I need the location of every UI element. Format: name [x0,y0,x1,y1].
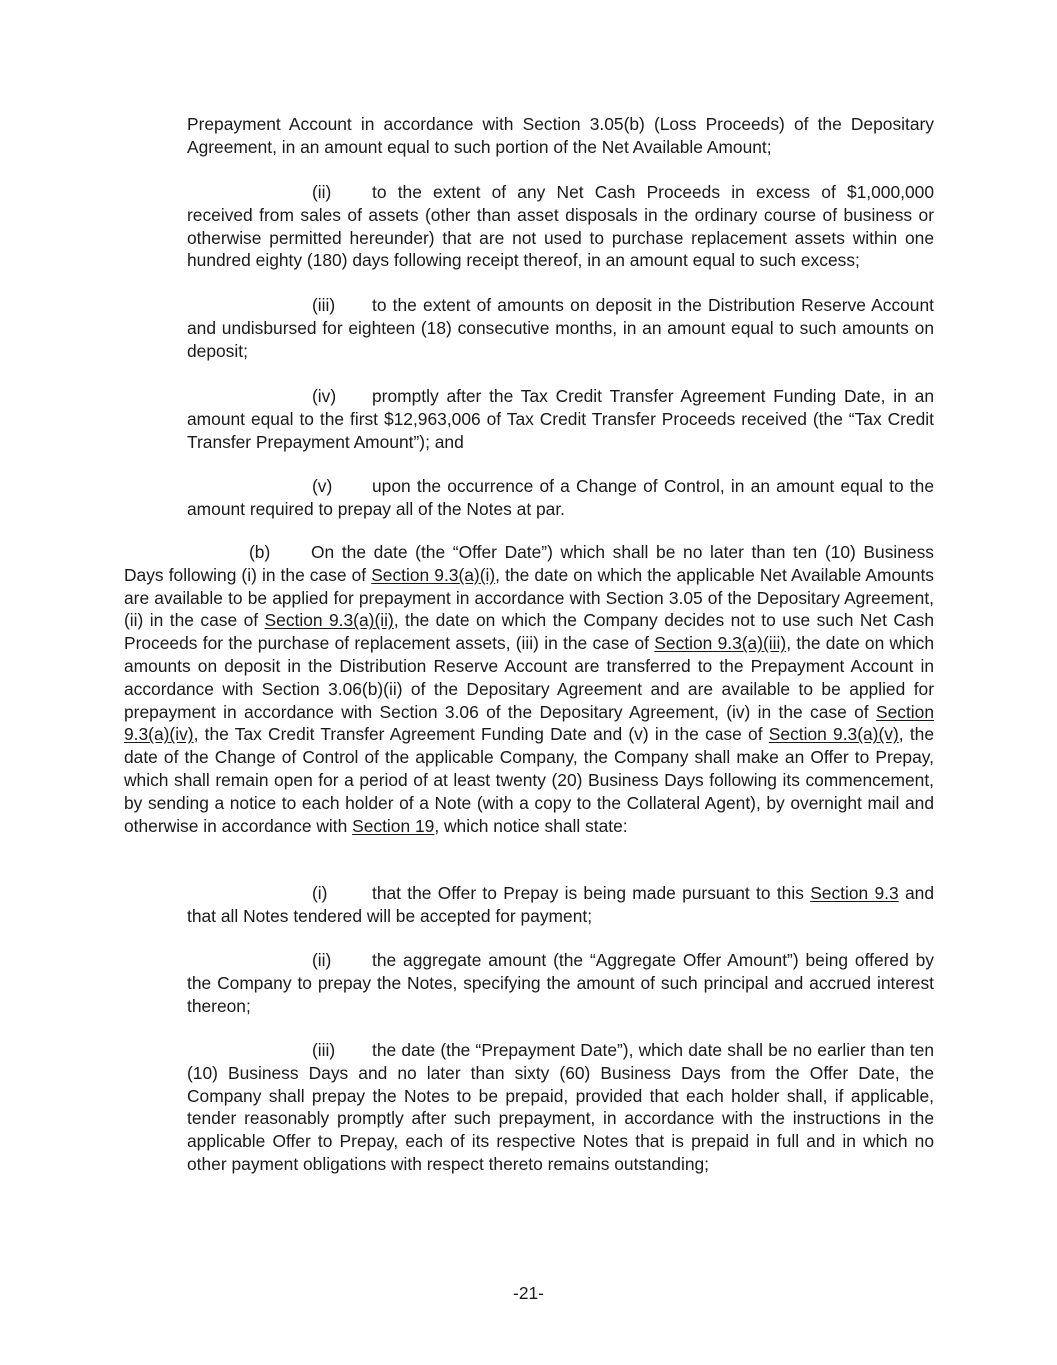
clause-b-i [187,882,934,928]
clause-b-iii [187,1039,934,1176]
clause-label: (ii) [312,950,332,970]
clause-a-iii [187,294,934,362]
section-reference: Section 9.3(a)(iv) [124,701,934,745]
text-segment: , the date on which the Company decides not to use such Net Cash Proceeds for the purchase of replacement assets, (iii) in the case of [124,610,934,654]
clause-text: to the extent of any Net Cash Proceeds in excess of $1,000,000 received from sales of assets (other than asset disposals in the ordinary course of business or otherwise permitted hereunder) that are not used to purchase replacement assets within one hundred eighty (180) days following receipt thereof, in an amount equal to such excess; [187,182,934,271]
section-reference: Section 9.3(a)(ii) [264,610,394,631]
section-label: (b) [249,542,271,562]
clause-label: (iii) [312,295,336,315]
clause-text: the date (the “Prepayment Date”), which date shall be no earlier than ten (10) Business Days and no later than sixty (60) Business Days from the Offer Date, the Company shall prepay the Notes to be prepaid, provided that each holder shall, if applicable, tender reasonably promptly after such prepayment, in accordance with the instructions in the applicable Offer to Prepay, each of its respective Notes that is prepaid in full and in which no other payment obligations with respect thereto remains outstanding; [187,1040,934,1174]
section-reference: Section 9.3(a)(v) [768,724,899,745]
clause-label: (i) [312,883,328,903]
clause-label: (iii) [312,1040,336,1060]
section-reference: Section 19 [352,815,435,836]
clause-b-ii [187,949,934,1017]
clause-text: that the Offer to Prepay is being made pursuant to this [372,883,811,903]
text-segment: , the Tax Credit Transfer Agreement Funding Date and (v) in the case of [193,724,769,745]
clause-text: to the extent of amounts on deposit in the Distribution Reserve Account and undisbursed for eighteen (18) consecutive months, in an amount equal to such amounts on deposit; [187,295,934,361]
section-reference: Section 9.3 [810,883,899,903]
paragraph-text: Prepayment Account in accordance with Section 3.05(b) (Loss Proceeds) of the Depositary Agreement, in an amount equal to such portion of the Net Available Amount; [187,114,934,157]
clause-a-ii [187,181,934,272]
clause-a-v [187,475,934,521]
text-segment: , the date on which amounts on deposit in the Distribution Reserve Account are transferred to the Prepayment Account in accordance with Section 3.06(b)(ii) of the Depositary Agreement and are available to be applied for prepayment in accordance with Section 3.06 of the Depositary Agreement, (iv) in the case of [124,633,934,722]
clause-text: the aggregate amount (the “Aggregate Offer Amount”) being offered by the Company to prepay the Notes, specifying the amount of such principal and accrued interest thereon; [187,950,934,1016]
section-reference: Section 9.3(a)(iii) [654,633,787,654]
clause-text: promptly after the Tax Credit Transfer Agreement Funding Date, in an amount equal to the first $12,963,006 of Tax Credit Transfer Proceeds received (the “Tax Credit Transfer Prepayment Amount”); and [187,386,934,452]
clause-a-iv [187,385,934,453]
text-segment: , the date on which the applicable Net Available Amounts are available to be applied for prepayment in accordance with Section 3.05 of the Depositary Agreement, (ii) in the case of [124,564,935,631]
section-reference: Section 9.3(a)(i) [371,564,496,585]
clause-text: and that all Notes tendered will be accepted for payment; [187,883,934,926]
page-number: -21- [513,1283,544,1303]
clause-text: upon the occurrence of a Change of Control, in an amount equal to the amount required to prepay all of the Notes at par. [187,476,934,519]
text-segment: On the date (the “Offer Date”) which shall be no later than ten (10) Business Days following (i) in the case of [124,542,934,585]
clause-label: (iv) [312,386,337,406]
continuation-paragraph [187,113,934,159]
clause-label: (ii) [312,182,332,202]
text-segment: , the date of the Change of Control of the applicable Company, the Company shall make an Offer to Prepay, which shall remain open for a period of at least twenty (20) Business Days following its commencement, by sending a notice to each holder of a Note (with a copy to the Collateral Agent), by overnight mail and otherwise in accordance with [124,724,934,836]
text-segment: , which notice shall state: [434,815,628,836]
clause-label: (v) [312,476,333,496]
section-b-paragraph [124,541,934,837]
